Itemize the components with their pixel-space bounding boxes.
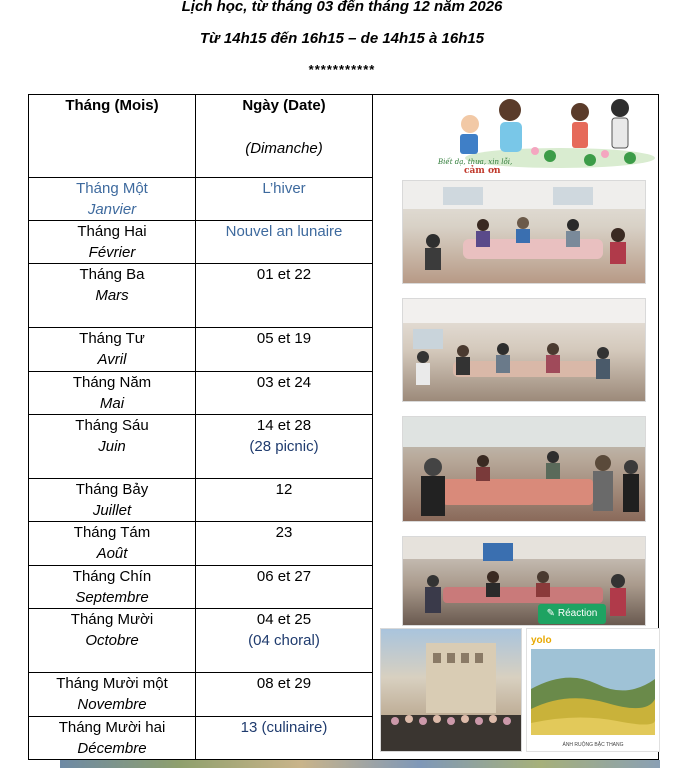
illustration-caption-2: cảm ơn (464, 166, 501, 176)
group-photo-icon (403, 181, 645, 283)
illustration-caption-1: Biết dạ, thưa, xin lỗi, (438, 158, 513, 166)
header-month: Tháng (Mois) (29, 95, 196, 178)
children-bowing-illustration (430, 96, 655, 176)
date-cell: 23 (196, 522, 373, 566)
date-cell: 08 et 29 (196, 673, 373, 717)
date-cell: 12 (196, 479, 373, 522)
class-photo-1 (402, 180, 646, 284)
bottom-photo-strip (60, 760, 660, 768)
date-cell: 14 et 28 (28 picnic) (196, 415, 373, 479)
month-cell: Tháng Một Janvier (29, 178, 196, 221)
class-photo-4 (402, 536, 646, 626)
group-photo-icon (403, 417, 645, 521)
schedule-title: Lịch học, từ tháng 03 đến tháng 12 năm 2026 (181, 0, 503, 15)
date-cell: 06 et 27 (196, 566, 373, 609)
group-photo-icon (403, 299, 645, 401)
date-cell: 01 et 22 (196, 264, 373, 328)
month-cell: Tháng Mười một Novembre (29, 673, 196, 717)
terrace-caption: ÁNH RUỘNG BẬC THANG (562, 742, 624, 748)
date-cell: 05 et 19 (196, 328, 373, 372)
month-cell: Tháng Tư Avril (29, 328, 196, 372)
header-date: Ngày (Date) (Dimanche) (196, 95, 373, 178)
month-cell: Tháng Ba Mars (29, 264, 196, 328)
date-cell: L’hiver (196, 178, 373, 221)
date-cell: Nouvel an lunaire (196, 221, 373, 264)
class-photo-3 (402, 416, 646, 522)
date-cell: 13 (culinaire) (196, 717, 373, 760)
month-cell: Tháng Tám Août (29, 522, 196, 566)
group-photo-icon (403, 537, 645, 625)
reaction-button[interactable]: ✎ Réaction (538, 604, 606, 624)
month-cell: Tháng Mười Octobre (29, 609, 196, 673)
group-photo-icon (381, 629, 521, 751)
month-cell: Tháng Bảy Juillet (29, 479, 196, 522)
edit-icon: ✎ (546, 608, 556, 619)
month-cell: Tháng Sáu Juin (29, 415, 196, 479)
class-photo-2 (402, 298, 646, 402)
rice-terrace-card (526, 628, 660, 752)
schedule-hours: Từ 14h15 đến 16h15 – de 14h15 à 16h15 (199, 30, 485, 47)
asterisk-separator: *********** (308, 62, 376, 77)
month-cell: Tháng Chín Septembre (29, 566, 196, 609)
date-cell: 03 et 24 (196, 372, 373, 415)
date-cell: 04 et 25 (04 choral) (196, 609, 373, 673)
month-cell: Tháng Năm Mai (29, 372, 196, 415)
logo-text: yolo (531, 635, 552, 646)
month-cell: Tháng Mười hai Décembre (29, 717, 196, 760)
month-cell: Tháng Hai Février (29, 221, 196, 264)
group-city-photo (380, 628, 522, 752)
terrace-landscape-icon (527, 629, 659, 751)
courtesy-illustration (430, 96, 655, 176)
